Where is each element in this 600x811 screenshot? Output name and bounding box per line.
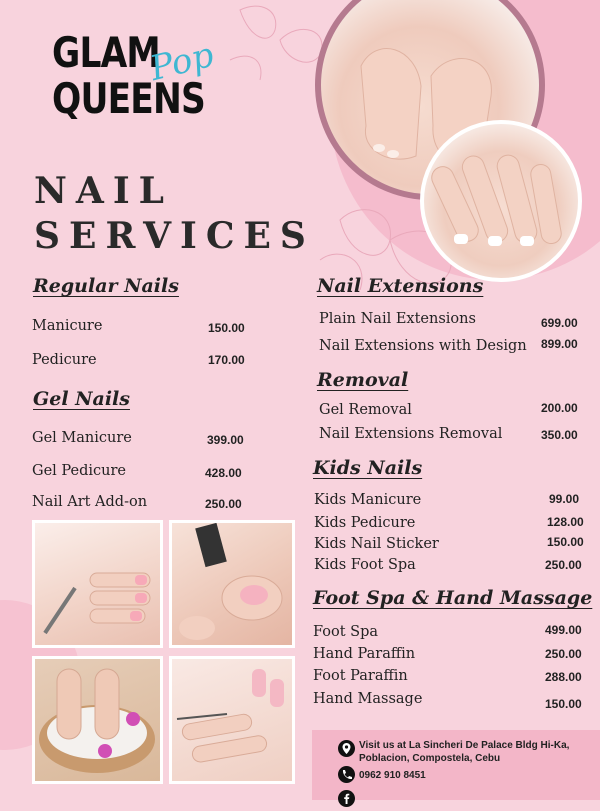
service-price: 200.00 bbox=[541, 401, 578, 415]
service-name: Kids Nail Sticker bbox=[314, 536, 439, 552]
service-name: Pedicure bbox=[32, 352, 97, 368]
contact-box bbox=[312, 730, 600, 800]
brand-line2: QUEENS bbox=[52, 74, 206, 123]
service-name: Hand Massage bbox=[313, 691, 423, 707]
service-price: 350.00 bbox=[541, 428, 578, 442]
service-price: 499.00 bbox=[545, 623, 582, 637]
service-name: Manicure bbox=[32, 318, 103, 334]
foot-spa-illustration bbox=[35, 659, 160, 781]
nail-art-illustration bbox=[172, 659, 292, 781]
facebook-icon[interactable] bbox=[338, 790, 355, 807]
phone-icon bbox=[338, 766, 355, 783]
service-name: Gel Manicure bbox=[32, 430, 132, 446]
section-title-kids-nails: Kids Nails bbox=[313, 457, 423, 479]
service-name: Plain Nail Extensions bbox=[319, 311, 476, 327]
service-price: 288.00 bbox=[545, 670, 582, 684]
photo-nail-polish bbox=[169, 520, 295, 648]
page-title-line2: SERVICES bbox=[34, 215, 315, 257]
address-line1: Visit us at La Sincheri De Palace Bldg Hi-Ka, bbox=[359, 740, 570, 751]
service-name: Nail Art Add-on bbox=[32, 494, 148, 510]
hand-illustration bbox=[424, 124, 578, 278]
nail-filing-illustration bbox=[35, 523, 160, 645]
service-name: Kids Pedicure bbox=[314, 515, 416, 531]
service-name: Nail Extensions with Design bbox=[319, 338, 527, 354]
address-line2: Poblacion, Compostela, Cebu bbox=[359, 753, 501, 764]
brand-logo bbox=[52, 28, 232, 132]
service-name: Foot Paraffin bbox=[313, 668, 408, 684]
service-price: 428.00 bbox=[205, 466, 242, 480]
service-price: 99.00 bbox=[549, 492, 580, 506]
service-name: Hand Paraffin bbox=[313, 646, 416, 662]
service-price: 699.00 bbox=[541, 316, 578, 330]
section-title-nail-extensions: Nail Extensions bbox=[317, 275, 484, 297]
page-title-line1: NAIL bbox=[34, 170, 173, 212]
service-name: Kids Foot Spa bbox=[314, 557, 416, 573]
section-title-removal: Removal bbox=[317, 369, 409, 391]
service-name: Gel Removal bbox=[319, 402, 412, 418]
nail-polish-illustration bbox=[172, 523, 292, 645]
service-price: 150.00 bbox=[547, 535, 584, 549]
location-pin-icon bbox=[338, 740, 355, 757]
service-price: 399.00 bbox=[207, 433, 244, 447]
service-price: 250.00 bbox=[205, 497, 242, 511]
section-title-gel-nails: Gel Nails bbox=[33, 388, 130, 410]
photo-nail-art bbox=[169, 656, 295, 784]
service-price: 170.00 bbox=[208, 353, 245, 367]
hand-photo bbox=[420, 120, 582, 282]
service-name: Nail Extensions Removal bbox=[319, 426, 503, 442]
service-price: 250.00 bbox=[545, 558, 582, 572]
service-name: Kids Manicure bbox=[314, 492, 422, 508]
service-price: 250.00 bbox=[545, 647, 582, 661]
service-price: 128.00 bbox=[547, 515, 584, 529]
brand-line1: GLAM bbox=[52, 28, 160, 77]
section-title-regular-nails: Regular Nails bbox=[33, 275, 179, 297]
photo-nail-filing bbox=[32, 520, 163, 648]
brand-script: Pop bbox=[146, 34, 218, 90]
service-price: 150.00 bbox=[545, 697, 582, 711]
service-price: 899.00 bbox=[541, 337, 578, 351]
photo-foot-spa bbox=[32, 656, 163, 784]
section-title-foot-spa-hand-massage: Foot Spa & Hand Massage bbox=[313, 587, 593, 609]
service-price: 150.00 bbox=[208, 321, 245, 335]
service-name: Gel Pedicure bbox=[32, 463, 126, 479]
phone-number[interactable]: 0962 910 8451 bbox=[359, 770, 426, 781]
service-name: Foot Spa bbox=[313, 624, 379, 640]
